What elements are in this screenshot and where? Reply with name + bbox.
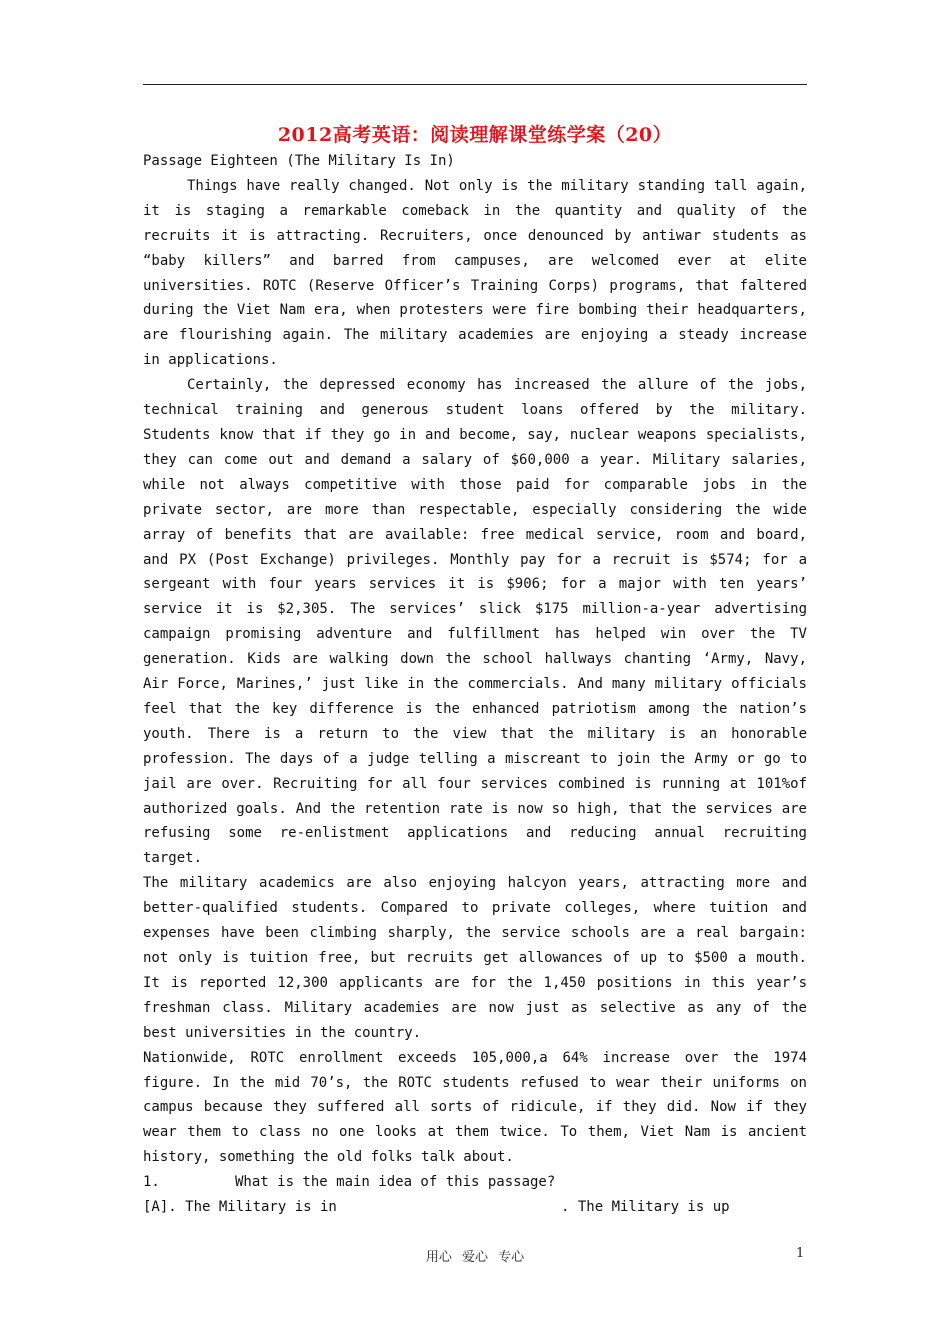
question-number: 1. (143, 1174, 160, 1190)
option-b: . The Military is up (561, 1198, 730, 1215)
document-title: 2012高考英语：阅读理解课堂练学案（20） (277, 124, 673, 146)
paragraph-1: Things have really changed. Not only is the military standing tall again, it is staging a remarkable comeback in the quantity and quality of the recruits it is attracting. Recruiters, once denounced by antiwar students as “baby killers” and barred from campuses, are welcomed ever at elite universities. ROTC (Reserve Officer’s Training Corps) programs, that faltered during the Viet Nam era, when protesters were fire bombing their headquarters, are flourishing again. The military academies are enjoying a steady increase in applications. (143, 177, 807, 369)
paragraph-4: Nationwide, ROTC enrollment exceeds 105,000,a 64% increase over the 1974 figure. In the mid 70’s, the ROTC students refused to wear their uniforms on campus because they suffered all sorts of ridicule, if they did. Now if they wear them to class no one looks at them twice. To them, Viet Nam is ancient history, something the old folks talk about. (143, 1049, 807, 1166)
passage-body (143, 149, 807, 1170)
question-1 (143, 1170, 807, 1220)
paragraph-2: Certainly, the depressed economy has increased the allure of the jobs, technical training and generous student loans offered by the military. Students know that if they go in and become, say, nuclear weapons specialists, they can come out and demand a salary of $60,000 a year. Military salaries, while not always competitive with those paid for comparable jobs in the private sector, are more than respectable, especially considering the wide array of benefits that are available: free medical service, room and board, and PX (Post Exchange) privileges. Monthly pay for a recruit is $574; for a sergeant with four years services it is $906; for a major with ten years’ service it is $2,305. The services’ slick $175 million-a-year advertising campaign promising adventure and fulfillment has helped win over the TV generation. Kids are walking down the school hallways chanting ‘Army, Navy, Air Force, Marines,’ just like in the commercials. And many military officials feel that the key difference is the enhanced patriotism among the nation’s youth. There is a return to the view that the military is an honorable profession. The days of a judge telling a miscreant to join the Army or go to jail are over. Recruiting for all four services combined is running at 101%of authorized goals. And the retention rate is now so high, that the services are refusing some re-enlistment applications and reducing annual recruiting target. (143, 377, 807, 867)
question-text: What is the main idea of this passage? (235, 1174, 556, 1190)
options-row (143, 1195, 807, 1220)
header-rule (143, 84, 807, 85)
question-stem (143, 1170, 807, 1195)
footer-motto: 用心 爱心 专心 (425, 1250, 525, 1265)
passage-subtitle: Passage Eighteen (The Military Is In) (143, 153, 455, 169)
paragraph-3: The military academics are also enjoying halcyon years, attracting more and better-qualified students. Compared to private colleges, where tuition and expenses have been climbing sharply, the service schools are a real bargain: not only is tuition free, but recruits get allowances of up to $500 a mouth. It is reported 12,300 applicants are for the 1,450 positions in this year’s freshman class. Military academies are now just as selective as any of the best universities in the country. (143, 875, 807, 1041)
page-number: 1 (796, 1246, 805, 1261)
option-a: [A]. The Military is in (143, 1198, 337, 1215)
